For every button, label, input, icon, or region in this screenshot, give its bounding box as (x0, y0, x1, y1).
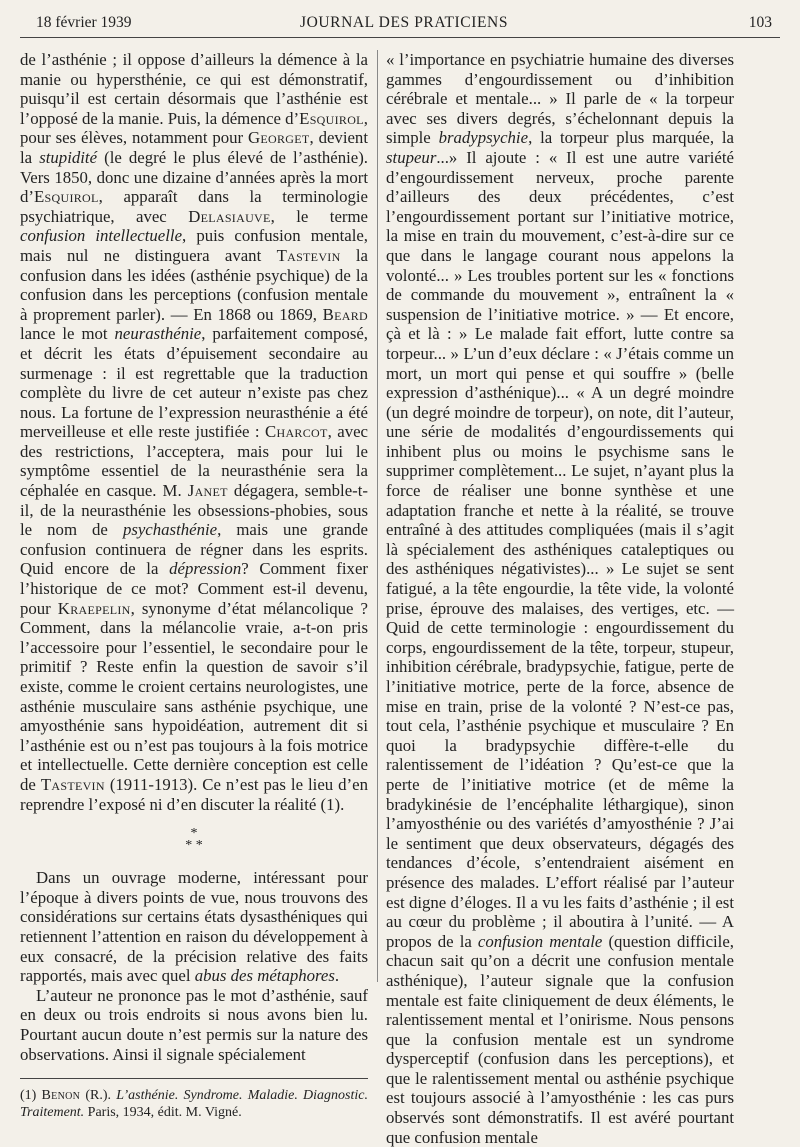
footnote-rule (20, 1078, 368, 1079)
text-run: , apparaît dans la terminologie psychiatrique, avec (20, 187, 368, 226)
text-run: , devient la (20, 128, 368, 167)
asterisk-bottom: * * (185, 838, 203, 854)
running-header (36, 14, 772, 36)
header-date: 18 février 1939 (36, 14, 132, 31)
italic-term: confusion mentale (477, 931, 603, 951)
left-paragraph-3 (20, 986, 368, 1064)
section-separator-asterisks (20, 828, 368, 852)
name-smallcaps: Esquirol (299, 108, 364, 128)
text-run: , mais une grande confusion continuera de régner dans les esprits. Quid encore de la (20, 520, 368, 579)
text-run: ? Comment fixer l’historique de ce mot? Comment est-il devenu, pour (20, 559, 368, 618)
header-rule (20, 37, 780, 38)
text-run: la confusion dans les idées (asthénie psychique) de la confusion dans les perceptions (confusion mentale à proprement parler). — En 1868 ou 1869, (20, 245, 368, 324)
italic-term: stupeur (386, 147, 437, 167)
page-number: 103 (748, 14, 772, 31)
text-run: , la torpeur plus marquée, la (528, 128, 734, 148)
name-smallcaps: Kraepelin (57, 598, 131, 618)
name-smallcaps: Janet (187, 481, 228, 501)
text-run: « l’importance en psychiatrie humaine des diverses gammes d’engourdissement ou d’inhibition cérébrale et mentale... » Il parle de « la torpeur avec ses divers degrés, s’échelonnant depuis la simple (386, 50, 734, 148)
text-run: (le degré le plus élevé de l’asthénie). Vers 1850, donc une dizaine d’années après la mort d’ (20, 147, 369, 207)
italic-term: stupidité (39, 147, 98, 167)
text-run: , le terme (270, 206, 368, 226)
text-run: , pour ses élèves, notamment pour (20, 108, 368, 148)
asterisk-top: * (190, 826, 198, 842)
name-smallcaps: Esquirol (33, 187, 99, 207)
right-column (386, 50, 734, 1147)
text-run: Dans un ouvrage moderne, intéressant pour l’époque à divers points de vue, nous trouvons des considérations sur certains états dysasthéniques qui retiennent l’attention en raison du développement à eux consacré, de la précision relative des faits rapportés, mais avec quel (20, 868, 368, 986)
italic-term: dépression (169, 559, 242, 579)
name-smallcaps: Benon (41, 1088, 81, 1104)
text-run: ...» Il ajoute : « Il est une autre variété d’engourdissement nerveux, proche parente d’ailleurs des deux précédentes, c’est l’engourdissement portant sur l’initiative motrice, la mise en train du mouvement, c’est-à-dire sur ce que dans le langage courant nous appelons la volonté... » Les troubles portent sur les « fonctions de commande du mouvement », entraînent la « suspension de l’initiative motrice. » — Et encore, çà et là : » Le malade fait effort, lutte contre sa torpeur... » L’un d’eux déclare : « J’étais comme un mort, un mort qui pense et qui souffre » (belle expression d’asthénique)... « A un degré moindre (un degré moindre de torpeur), on note, dit l’auteur, une série de modalités d’engourdissements qui inhibent plus ou moins le psychisme sans le supprimer complètement... Le sujet, n’ayant plus la force de réaliser une bonne synthèse et une adaptation franche et nette à la réalité, se trouve entraîné à des attitudes compliquées (mais il s’agit là spécialement des asthéniques cataleptiques ou des asthéniques négativistes)... » Le sujet se sent fatigué, a la tête engourdie, la tête vide, la volonté prise, éprouve des malaises, des vertiges, etc. — Quid de cette terminologie : engourdissement du corps, engourdissement de la tête, torpeur, stupeur, inhibition cérébrale, bradypsychie, fatigue, perte de l’initiative motrice, perte de la force, absence de mise en train, prise de la volonté ? N’est-ce pas, tout cela, l’asthénie psychique et musculaire ? En quoi la bradypsychie diffère-t-elle du ralentissement de l’idéation ? Qu’est-ce que la perte de l’initiative motrice (et de même la bradykinésie de l’encéphalite léthargique), sinon l’amyosthénie ou des variétés d’amyosthénie ? J’ai le sentiment que deux observateurs, dégagés des tendances d’école, s’entendraient aisément en présence des malades. L’effort réalisé par l’auteur est digne d’éloges. Il a vu les faits d’asthénie ; il est au cœur du problème ; il aboutira à l’unité. — A propos de la (386, 147, 734, 951)
text-run: dégagera, semble-t-il, de la neurasthénie les obsessions-phobies, sous le nom de (20, 481, 369, 540)
text-run: de l’asthénie ; il oppose d’ailleurs la démence à la manie ou hypersthénie, ce qui est démonstratif, puisqu’il est certain désormais que l’asthénie est l’opposé de la manie. Puis, la démence d’ (20, 50, 368, 128)
name-smallcaps: Delasiauve (188, 206, 271, 226)
left-column (20, 50, 368, 1121)
text-run: . (334, 966, 340, 986)
text-run: , synonyme d’état mélancolique ? Comment, dans la mélancolie vraie, a-t-on pris l’accessoire pour l’essentiel, le secondaire pour le primitif ? Reste enfin la question de savoir s’il existe, comme le croient certains neurologistes, une asthénie musculaire sans asthénie psychique, une amyosthénie sans hypoidéation, autrement dit si l’asthénie est ou n’est pas toujours à la fois motrice et intellectuelle. Cette dernière conception est celle de (20, 598, 368, 794)
italic-term: L’asthénie. Syndrome. Maladie. Diagnostic. Traitement. (20, 1088, 368, 1121)
right-paragraph-1 (386, 50, 734, 1147)
journal-title: JOURNAL DES PRATICIENS (299, 14, 509, 31)
name-smallcaps: Georget (247, 128, 310, 148)
text-run: (1911-1913). Ce n’est pas le lieu d’en reprendre l’exposé ni d’en discuter la réalité (1). (20, 774, 368, 814)
text-run: L’auteur ne prononce pas le mot d’asthénie, sauf en deux ou trois endroits si nous avons bien lu. Pourtant aucun doute n’est permis sur la nature des observations. Ainsi il signale spécialement (20, 985, 368, 1064)
italic-term: confusion intellectuelle (20, 226, 183, 246)
text-run: , avec des restrictions, l’acceptera, mais pour lui le symptôme essentiel de la neurasthénie sera la céphalée en casque. M. (20, 422, 368, 501)
italic-term: bradypsychie (438, 128, 529, 148)
text-run: lance le mot (20, 324, 115, 344)
name-smallcaps: Tastevin (276, 245, 341, 265)
text-run: , puis confusion mentale, mais nul ne distinguera avant (20, 226, 368, 265)
italic-term: psychasthénie (122, 520, 218, 540)
text-run: (R.). (80, 1088, 117, 1104)
italic-term: abus des métaphores (194, 966, 335, 986)
text-run: (1) (20, 1088, 42, 1104)
left-paragraph-2 (20, 868, 368, 986)
name-smallcaps: Charcot (265, 422, 328, 442)
text-run: Paris, 1934, édit. M. Vigné. (84, 1105, 242, 1121)
name-smallcaps: Beard (322, 304, 368, 324)
text-run: , parfaitement composé, et décrit les états d’épuisement secondaire au surmenage : il est regrettable que la traduction complète du livre de cet auteur n’existe pas chez nous. La fortune de l’expression neurasthénie a été merveilleuse et elle reste justifiée : (20, 324, 368, 442)
italic-term: neurasthénie (114, 324, 202, 344)
name-smallcaps: Tastevin (40, 774, 105, 794)
footnote (20, 1087, 368, 1121)
left-paragraph-1 (20, 50, 368, 814)
text-run: (question difficile, chacun sait qu’on a décrit une confusion mentale asthénique), l’auteur signale que la confusion mentale est faite cliniquement de deux éléments, le ralentissement mental et l’onirisme. Nous pensons que la confusion mentale est un syndrome dysperceptif (confusion dans les perceptions), et que le ralentissement mental ou asthénie psychique est toujours associé à l’amyosthénie : les cas purs observés sont démonstratifs. Il est avéré pourtant que confusion mentale (386, 931, 734, 1147)
column-separator (377, 50, 378, 982)
